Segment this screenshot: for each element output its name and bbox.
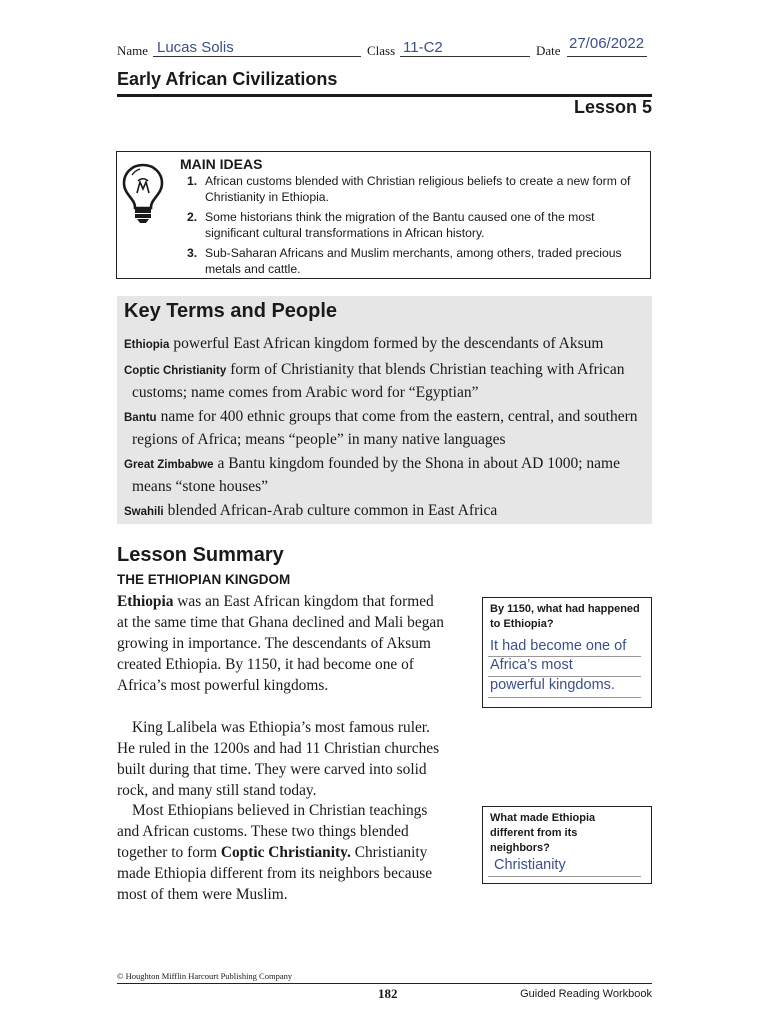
key-term-definition: a Bantu kingdom founded by the Shona in about AD 1000; name means “stone houses” (132, 455, 620, 495)
bold-term: Ethiopia (117, 593, 174, 610)
main-ideas-title: MAIN IDEAS (180, 156, 263, 172)
answer-text[interactable]: Christianity (494, 857, 566, 873)
key-terms-title: Key Terms and People (124, 300, 338, 322)
name-underline (153, 56, 361, 57)
summary-paragraph (117, 800, 447, 905)
question-text: By 1150, what had happened to Ethiopia? (490, 603, 640, 630)
answer-line (488, 876, 641, 877)
answer-line (488, 697, 641, 698)
key-term-definition: powerful East African kingdom formed by the descendants of Aksum (173, 335, 604, 352)
key-term-name: Ethiopia (124, 339, 170, 351)
key-term-name: Swahili (124, 506, 164, 518)
date-field[interactable]: 27/06/2022 (569, 35, 645, 52)
date-underline (567, 56, 647, 57)
main-idea-item (187, 209, 647, 241)
bold-term: Coptic Christianity. (220, 844, 351, 861)
key-term-definition: name for 400 ethnic groups that come from the eastern, central, and southern regions of Africa; means “people” in many native languages (132, 408, 638, 448)
paragraph-text: Christianity made Ethiopia different from its neighbors because most of them were Muslim. (117, 844, 433, 903)
question-text: What made Ethiopia different from its neighbors? (490, 812, 596, 854)
idea-text: Sub-Saharan Africans and Muslim merchants, among others, traded precious metals and cattle. (205, 246, 622, 276)
key-term-name: Bantu (124, 412, 157, 424)
key-term-item (124, 453, 657, 497)
idea-text: African customs blended with Christian religious beliefs to create a new form of Christianity in Ethiopia. (205, 174, 631, 204)
paragraph-text: King Lalibela was Ethiopia’s most famous ruler. He ruled in the 1200s and had 11 Christian churches built during that time. They were carved into solid rock, and many still stand today. (117, 719, 440, 799)
lightbulb-icon (121, 163, 165, 225)
lesson-label: Lesson 5 (573, 97, 652, 117)
main-idea-item (187, 173, 647, 205)
main-ideas-list (187, 173, 647, 281)
key-term-item (124, 500, 649, 523)
chapter-title: Early African Civilizations (117, 69, 338, 89)
name-label: Name (117, 43, 149, 58)
class-field[interactable]: 11-C2 (403, 39, 443, 56)
name-field[interactable]: Lucas Solis (157, 39, 234, 56)
idea-number: 2. (187, 210, 198, 224)
summary-paragraph (117, 591, 447, 696)
answer-text[interactable]: Africa’s most (490, 657, 573, 673)
key-term-item (124, 359, 657, 403)
copyright-notice: © Houghton Mifflin Harcourt Publishing Company (117, 971, 293, 981)
main-idea-item (187, 245, 647, 277)
footer-rule (117, 983, 652, 984)
answer-text[interactable]: powerful kingdoms. (490, 677, 615, 693)
key-term-definition: form of Christianity that blends Christian teaching with African customs; name comes from Arabic word for “Egyptian” (132, 361, 625, 401)
class-label: Class (367, 43, 396, 58)
key-term-name: Great Zimbabwe (124, 459, 214, 471)
idea-number: 3. (187, 246, 198, 260)
section-title: THE ETHIOPIAN KINGDOM (117, 572, 291, 587)
key-term-name: Coptic Christianity (124, 365, 227, 377)
answer-text[interactable]: It had become one of (490, 638, 627, 654)
key-term-item (124, 406, 657, 450)
key-term-item (124, 333, 649, 356)
class-underline (400, 56, 530, 57)
summary-paragraph (117, 717, 447, 801)
idea-number: 1. (187, 174, 198, 188)
date-label: Date (536, 43, 561, 58)
key-term-definition: blended African-Arab culture common in East Africa (167, 502, 498, 519)
idea-text: Some historians think the migration of the Bantu caused one of the most significant cultural transformations in African history. (205, 210, 595, 240)
paragraph-text: was an East African kingdom that formed at the same time that Ghana declined and Mali began growing in importance. The descendants of Aksum created Ethiopia. By 1150, it had become one of Africa’s most powerful kingdoms. (117, 593, 444, 694)
workbook-title: Guided Reading Workbook (520, 988, 652, 1000)
page-number: 182 (378, 986, 398, 1001)
title-rule (117, 94, 652, 97)
summary-title: Lesson Summary (117, 544, 284, 566)
paragraph-text: Most Ethiopians believed in Christian teachings and African customs. These two things blended together to form (117, 802, 428, 861)
